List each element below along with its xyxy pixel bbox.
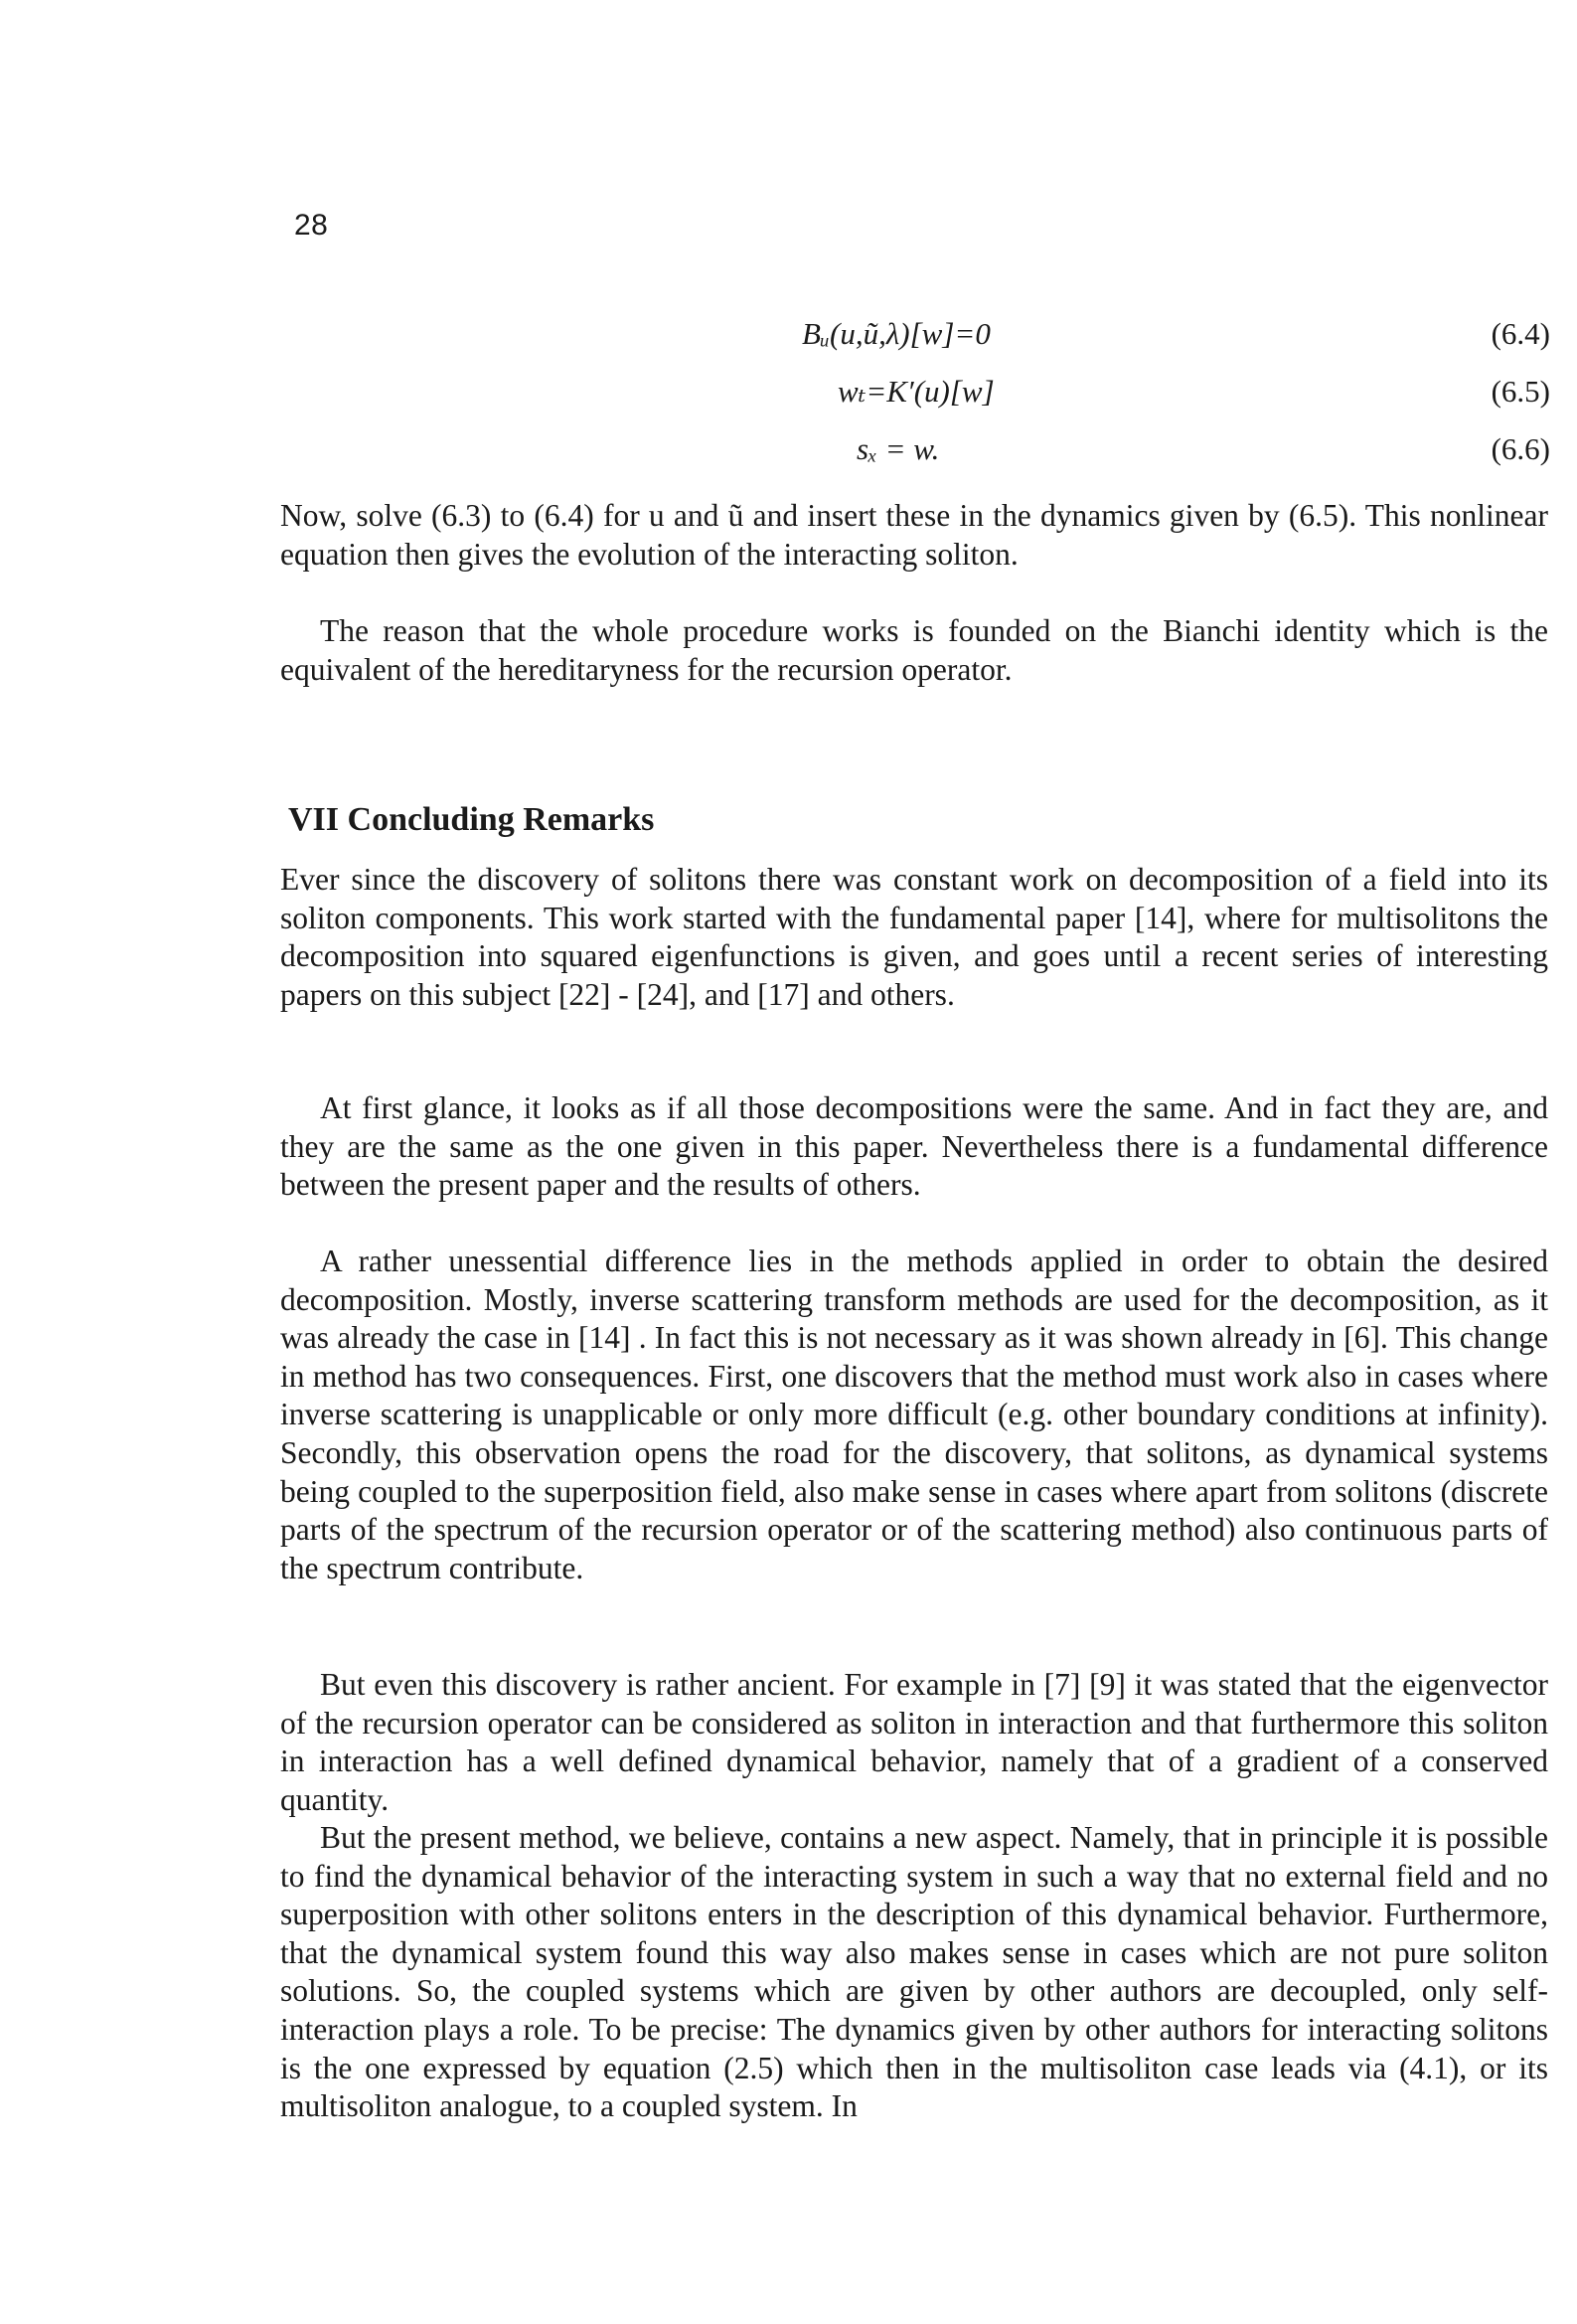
paragraph-ever-since: Ever since the discovery of solitons there was constant work on decomposition of a field into its soliton components. This work started with the fundamental paper [14], where for multisolitons the decomposition into squared eigenfunctions is given, and goes until a recent series of interesting papers on this subject [22] - [24], and [17] and others. — [280, 862, 1548, 1012]
page-number: 28 — [294, 209, 329, 242]
equation-expression: wₜ=K′(u)[w] — [838, 374, 995, 409]
equation-number: (6.5) — [1491, 374, 1550, 409]
equation-number: (6.6) — [1491, 431, 1550, 466]
paragraph-solve: Now, solve (6.3) to (6.4) for u and ũ and insert these in the dynamics given by (6.5). This nonlinear equation then gives the evolution of the interacting soliton. — [280, 498, 1548, 572]
equation-block — [278, 316, 1560, 489]
paragraph-ancient: But even this discovery is rather ancient. For example in [7] [9] it was stated that the eigenvector of the recursion operator can be considered as soliton in interaction and that furthermore this soliton in interaction has a well defined dynamical behavior, namely that of a gradient of a conserved quantity. — [280, 1667, 1548, 1817]
paragraph-new-aspect: But the present method, we believe, contains a new aspect. Namely, that in principle it is possible to find the dynamical behavior of the interacting system in such a way that no external field and no superposition with other solitons enters in the description of this dynamical behavior. Furthermore, that the dynamical system found this way also makes sense in cases which are not pure soliton solutions. So, the coupled systems which are given by other authors are decoupled, only self-interaction plays a role. To be precise: The dynamics given by other authors for interacting solitons is the one expressed by equation (2.5) which then in the multisoliton case leads via (4.1), or its multisoliton analogue, to a coupled system. In — [280, 1820, 1548, 2124]
equation-number: (6.4) — [1491, 316, 1550, 351]
paragraph-unessential-difference: A rather unessential difference lies in the methods applied in order to obtain the desired decomposition. Mostly, inverse scattering transform methods are used for the decomposition, as it was already the case in [14] . In fact this is not necessary as it was shown already in [6]. This change in method has two consequences. First, one discovers that the method must work also in cases where inverse scattering is unapplicable or only more difficult (e.g. other boundary conditions at infinity). Secondly, this observation opens the road for the discovery, that solitons, as dynamical systems being coupled to the superposition field, also make sense in cases where apart from solitons (discrete parts of the spectrum of the recursion operator or of the scattering method) also continuous parts of the spectrum contribute. — [280, 1244, 1548, 1585]
equation-expression: Bᵤ(u,ũ,λ)[w]=0 — [802, 316, 991, 351]
equation-6-5 — [278, 374, 1560, 431]
paragraph-bianchi: The reason that the whole procedure works is founded on the Bianchi identity which is the equivalent of the hereditaryness for the recursion operator. — [280, 613, 1548, 687]
paragraph-first-glance: At first glance, it looks as if all those decompositions were the same. And in fact they are, and they are the same as the one given in this paper. Nevertheless there is a fundamental difference between the present paper and the results of others. — [280, 1090, 1548, 1203]
equation-6-6 — [278, 431, 1560, 489]
equation-6-4 — [278, 316, 1560, 374]
section-heading: VII Concluding Remarks — [288, 801, 655, 838]
equation-expression: sₓ = w. — [857, 431, 940, 466]
